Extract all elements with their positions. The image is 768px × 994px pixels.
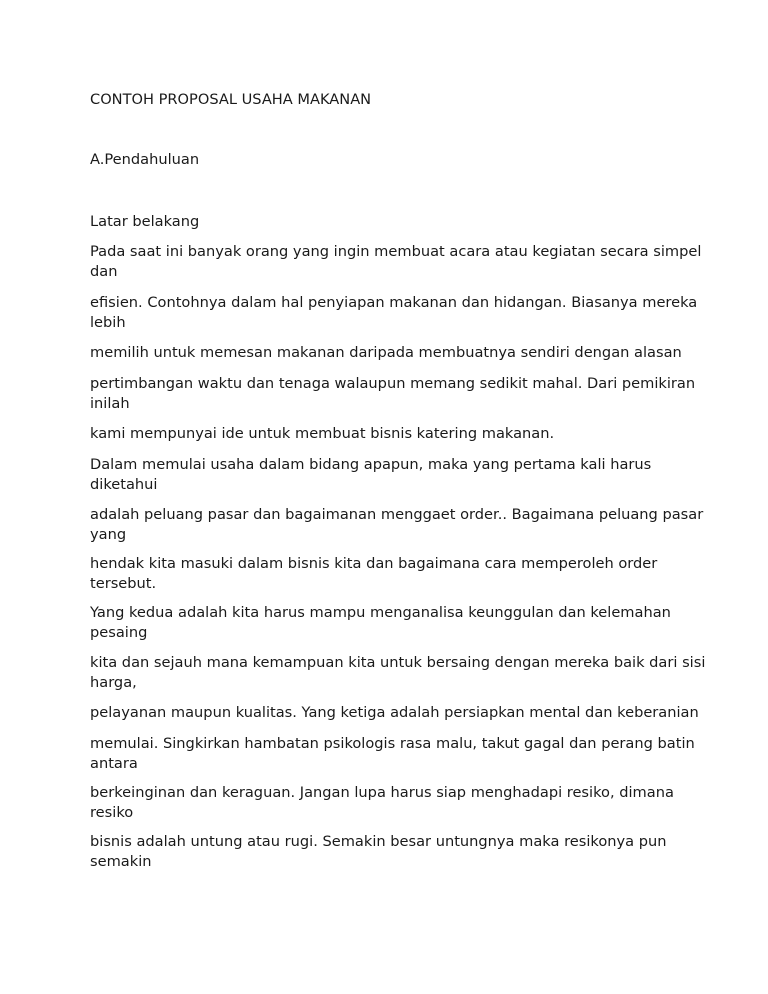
- paragraph-line: bisnis adalah untung atau rugi. Semakin besar untungnya maka resikonya pun semakin: [90, 833, 667, 870]
- section-heading: A.Pendahuluan: [90, 151, 200, 168]
- document-title: CONTOH PROPOSAL USAHA MAKANAN: [90, 91, 372, 108]
- subsection-heading: Latar belakang: [90, 213, 200, 230]
- paragraph-line: Yang kedua adalah kita harus mampu menganalisa keunggulan dan kelemahan pesaing: [90, 604, 671, 641]
- paragraph-line: Dalam memulai usaha dalam bidang apapun, maka yang pertama kali harus diketahui: [90, 456, 652, 493]
- paragraph-line: kita dan sejauh mana kemampuan kita untuk bersaing dengan mereka baik dari sisi harga,: [90, 654, 706, 691]
- paragraph-line: hendak kita masuki dalam bisnis kita dan bagaimana cara memperoleh order tersebut.: [90, 555, 658, 592]
- paragraph-line: adalah peluang pasar dan bagaimanan menggaet order.. Bagaimana peluang pasar yang: [90, 506, 704, 543]
- paragraph-line: memilih untuk memesan makanan daripada membuatnya sendiri dengan alasan: [90, 344, 682, 361]
- paragraph-line: kami mempunyai ide untuk membuat bisnis katering makanan.: [90, 425, 555, 442]
- paragraph-line: pelayanan maupun kualitas. Yang ketiga adalah persiapkan mental dan keberanian: [90, 704, 699, 721]
- paragraph-line: pertimbangan waktu dan tenaga walaupun memang sedikit mahal. Dari pemikiran inilah: [90, 375, 696, 412]
- paragraph-line: Pada saat ini banyak orang yang ingin membuat acara atau kegiatan secara simpel dan: [90, 243, 702, 280]
- paragraph-line: berkeinginan dan keraguan. Jangan lupa harus siap menghadapi resiko, dimana resiko: [90, 784, 674, 821]
- paragraph-line: efisien. Contohnya dalam hal penyiapan makanan dan hidangan. Biasanya mereka lebih: [90, 294, 698, 331]
- paragraph-line: memulai. Singkirkan hambatan psikologis rasa malu, takut gagal dan perang batin antara: [90, 735, 695, 772]
